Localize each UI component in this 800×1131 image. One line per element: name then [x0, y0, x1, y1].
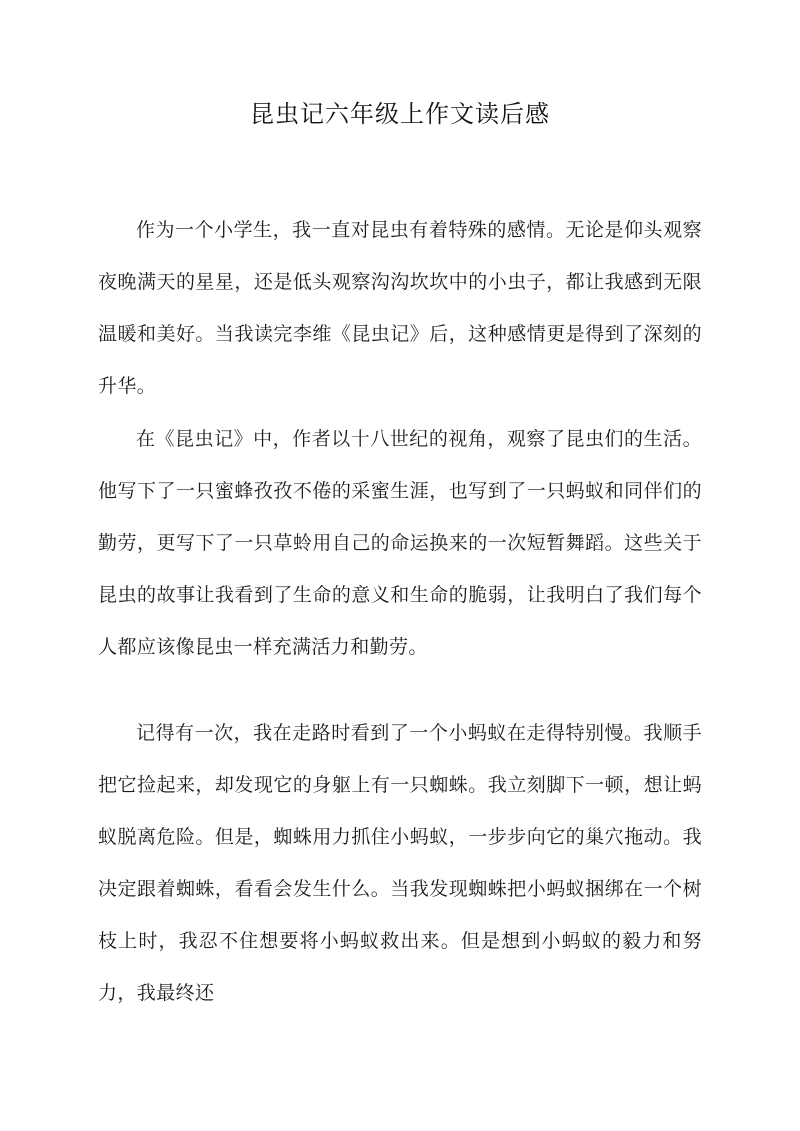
paragraph-3: 记得有一次，我在走路时看到了一个小蚂蚁在走得特别慢。我顺手把它捡起来，却发现它的身躯上有一只蜘蛛。我立刻脚下一顿，想让蚂蚁脱离危险。但是，蜘蛛用力抓住小蚂蚁，一步步向它的巢穴拖动。我决定跟着蜘蛛，看看会发生什么。当我发现蜘蛛把小蚂蚁捆绑在一个树枝上时，我忍不住想要将小蚂蚁救出来。但是想到小蚂蚁的毅力和努力，我最终还: [98, 722, 702, 1004]
paragraph-1: 作为一个小学生，我一直对昆虫有着特殊的感情。无论是仰头观察夜晚满天的星星，还是低头观察沟沟坎坎中的小虫子，都让我感到无限温暖和美好。当我读完李维《昆虫记》后，这种感情更是得到了深刻的升华。: [98, 219, 702, 397]
paragraph-2: 在《昆虫记》中，作者以十八世纪的视角，观察了昆虫们的生活。他写下了一只蜜蜂孜孜不倦的采蜜生涯，也写到了一只蚂蚁和同伴们的勤劳，更写下了一只草蛉用自己的命运换来的一次短暂舞蹈。这些关于昆虫的故事让我看到了生命的意义和生命的脆弱，让我明白了我们每个人都应该像昆虫一样充满活力和勤劳。: [98, 428, 702, 658]
document-title: 昆虫记六年级上作文读后感: [250, 100, 550, 128]
